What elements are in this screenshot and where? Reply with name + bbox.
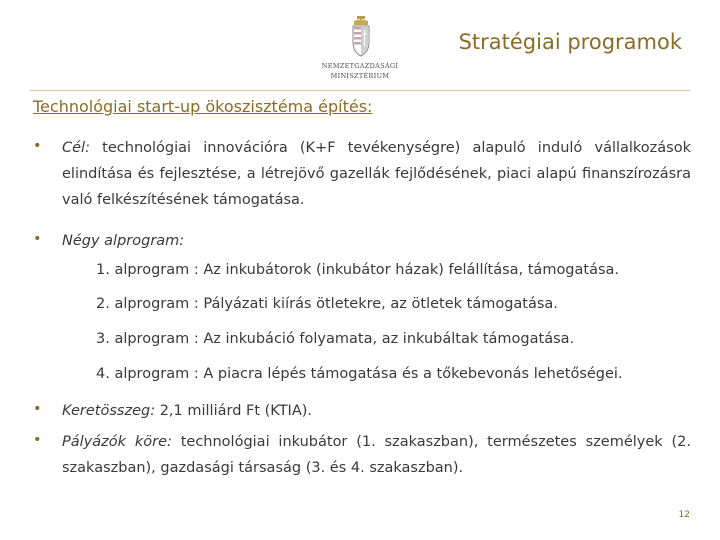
- coat-of-arms-icon: [350, 16, 372, 58]
- bullet-text: technológiai inkubátor (1. szakaszban), természetes személyek (2. szakaszban), gazdasági társaság (3. és 4. szakaszban).: [62, 434, 692, 476]
- bullet-label: Cél:: [62, 140, 90, 156]
- bullet-label: Pályázók köre:: [62, 434, 172, 450]
- bullet-text: technológiai innovációra (K+F tevékenységre) alapuló induló vállalkozások elindítása és fejlesztése, a létrejövő gazellák fejlődésének, piaci alapú finanszírozásra való felkészítésének támogatása.: [62, 140, 692, 208]
- subprogram-item-2: 2. alprogram : Pályázati kiírás ötletekre, az ötletek támogatása.: [96, 296, 558, 312]
- subprogram-item-4: 4. alprogram : A piacra lépés támogatása és a tőkebevonás lehetőségei.: [96, 366, 623, 382]
- slide-title: Stratégiai programok: [458, 30, 682, 54]
- bullet-subprograms: [62, 228, 691, 254]
- subprogram-item-1: 1. alprogram : Az inkubátorok (inkubátor házak) felállítása, támogatása.: [96, 262, 620, 278]
- bullet-applicants: [62, 429, 691, 481]
- bullet-label: Négy alprogram:: [62, 233, 185, 249]
- page-number: 12: [678, 510, 690, 520]
- bullet-label: Keretösszeg:: [62, 403, 156, 419]
- logo-text-line2: MINISZTÉRIUM: [330, 72, 390, 80]
- bullet-marker: •: [33, 432, 42, 448]
- section-heading: Technológiai start-up ökoszisztéma építés:: [33, 97, 373, 116]
- bullet-goal: [62, 135, 691, 213]
- bullet-marker: •: [33, 401, 42, 417]
- bullet-marker: •: [33, 231, 42, 247]
- bullet-budget: [62, 398, 691, 424]
- subprogram-item-3: 3. alprogram : Az inkubáció folyamata, az inkubáltak támogatása.: [96, 331, 575, 347]
- title-divider: [30, 90, 690, 91]
- bullet-text: 2,1 milliárd Ft (KTIA).: [159, 403, 313, 419]
- bullet-marker: •: [33, 138, 42, 154]
- ministry-logo: [316, 16, 404, 82]
- logo-text-line1: NEMZETGAZDASÁGI: [321, 62, 399, 70]
